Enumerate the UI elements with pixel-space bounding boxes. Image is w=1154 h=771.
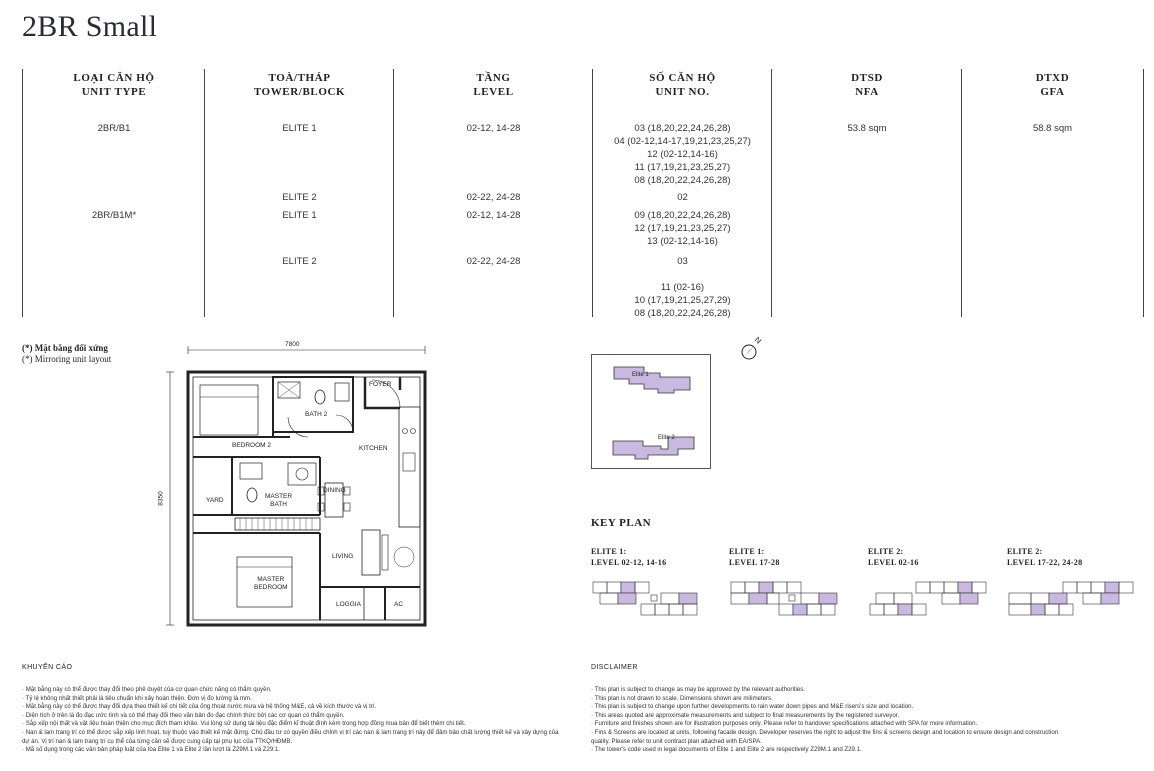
disclaimer-item: · Mặt bằng này có thể được thay đổi theo phê duyệt của cơ quan chức năng có thẩm quyền. [22,686,567,695]
tower-cell: ELITE 2 [282,192,317,203]
key-plan-diagram [591,580,711,625]
unit-no: 03 (18,20,22,24,26,28) [634,123,731,134]
unit-no: 11 (02-16) [660,282,705,293]
unit-no: 08 (18,20,22,24,26,28) [634,175,731,186]
room-label-line: BATH [270,501,287,508]
site-label-elite-1: Elite 1 [632,372,649,378]
site-plan [591,354,711,469]
key-plan-tower: ELITE 2: [868,547,904,556]
column-unit-type [22,69,205,317]
header-unit-type [23,69,205,99]
unit-type-cell: 2BR/B1 [97,123,131,134]
key-plan-title: KEY PLAN [591,517,652,529]
key-plan-tower: ELITE 1: [729,547,765,556]
room-yard: YARD [206,497,224,504]
disclaimer-item: · The tower's code used in legal documents of Elite 1 and Elite 2 are respectively Z29M.1 and Z29.1. [591,746,1061,755]
room-label-line: MASTER [257,576,285,583]
key-plan-level: LEVEL 17-22, 24-28 [1007,558,1083,567]
unit-no-group [593,191,772,204]
disclaimer-vi-title: KHUYẾN CÁO [22,664,73,671]
key-plan-level: LEVEL 02-12, 14-16 [591,558,667,567]
disclaimer-item: · This plan is subject to change upon further developments to rain water down pipes and M&E risers's size and location. [591,703,1061,712]
room-label-line: BEDROOM [254,584,288,591]
room-loggia: LOGGIA [336,601,361,608]
header-vi: SỐ CĂN HỘ [649,72,716,84]
key-plan-panel [729,546,869,630]
disclaimer-item: · Diện tích ở trên là đo đạc ước tính và có thể thay đổi theo văn bản đo đạc chính thức bởi các cơ quan có thẩm quyền. [22,712,567,721]
disclaimer-item: · This plan is subject to change as may be approved by the relevant authorities. [591,686,1061,695]
header-vi: DTXD [1035,72,1070,84]
header-en: UNIT TYPE [81,86,147,98]
disclaimer-item: · Tỷ lệ không nhất thiết phải là tiêu chuẩn khi xây hoàn thiện. Đơn vị đo lường là mm. [22,695,567,704]
gfa-cell: 58.8 sqm [1032,123,1073,134]
room-label-line: MASTER [265,493,293,500]
unit-no: 08 (18,20,22,24,26,28) [634,308,731,319]
header-tower [205,69,394,99]
unit-no-group [593,255,772,320]
nfa-cell: 53.8 sqm [847,123,887,134]
disclaimer-item: · Mã số dụng trong các văn bản pháp luật của tòa Elite 1 và Elite 2 lần lượt là Z29M.1 và Z29.1. [22,746,567,755]
key-plan-panel [591,546,731,630]
header-vi: LOẠI CĂN HỘ [73,72,155,84]
key-plan-level: LEVEL 17-28 [729,558,780,567]
disclaimer-vi-list [22,686,567,755]
room-master-bedroom [254,576,288,592]
unit-no: 04 (02-12,14-17,19,21,23,25,27) [614,136,751,147]
room-ac: AC [394,601,404,608]
column-unit-no [592,69,772,317]
header-gfa [962,69,1143,99]
tower-cell: ELITE 1 [282,123,317,134]
unit-no: 02 [677,192,688,203]
column-gfa [961,69,1144,317]
disclaimer-item: · Fins & Screens are located at units, following facade design. Developer reserves the right to adjust the fins & screens design and location to ensure design and construction quality. Please refer to unit contract plan attached with EA/SPA. [591,729,1061,746]
level-cell: 02-22, 24-28 [466,256,521,267]
site-label-elite-2: Elite 2 [658,435,675,441]
tower-cell: ELITE 1 [282,210,317,221]
room-living: LIVING [332,553,354,560]
mirror-note [22,343,111,365]
level-cell: 02-22, 24-28 [466,192,521,203]
header-en: GFA [1040,86,1065,98]
key-plan-tower: ELITE 1: [591,547,627,556]
header-en: LEVEL [473,86,514,98]
unit-type-cell: 2BR/B1M* [91,210,137,221]
unit-no: 12 (02-12,14-16) [647,149,718,160]
key-plan-panel [1007,546,1147,630]
page-title: 2BR Small [22,10,158,43]
unit-no: 12 (17,19,21,23,25,27) [634,223,731,234]
mirror-note-en: (*) Mirroring unit layout [22,354,112,364]
disclaimer-item: · Nan & lam trang trí có thể được sắp xếp linh hoạt, tuỳ thuộc vào thiết kế mặt đứng. Chủ đầu tư có quyền điều chỉnh vị trí các nan & lam trang trí này để đảm bảo chất lượng thiết kế và xây dựng của dự án. Vị trí nan & lam trang trí cụ thể của từng căn sẽ được cung cấp tại phụ lục của TTKQ/HĐMB. [22,729,567,746]
room-dining: DINING [323,487,346,494]
level-cell: 02-12, 14-28 [466,123,521,134]
height-dimension: 8350 [157,491,165,506]
disclaimer-en-title: DISCLAIMER [591,664,638,671]
unit-no: 13 (02-12,14-16) [647,236,718,247]
width-dimension: 7800 [285,341,300,348]
header-unit-no [593,69,772,99]
key-plan-diagram [868,580,988,625]
header-vi: TOÀ/THÁP [268,72,331,84]
unit-no-group [593,209,772,248]
header-en: UNIT NO. [655,86,710,98]
key-plan-diagram [729,580,849,625]
column-nfa [771,69,962,317]
tower-cell: ELITE 2 [282,256,317,267]
disclaimer-item: · Furniture and finishes shown are for illustration purposes only. Please refer to handover specifications attached with SPA for more information. [591,720,1061,729]
header-en: TOWER/BLOCK [253,86,346,98]
header-level [394,69,593,99]
floor-plan-drawing [157,335,435,630]
header-vi: TẦNG [476,72,511,84]
disclaimer-en-list [591,686,1061,755]
column-tower [204,69,394,317]
room-bedroom-2: BEDROOM 2 [232,442,272,449]
spacer [593,268,772,281]
column-level [393,69,593,317]
unit-no: 10 (17,19,21,25,27,29) [634,295,731,306]
room-bath-2: BATH 2 [305,411,328,418]
level-cell: 02-12, 14-28 [466,210,521,221]
room-master-bath [265,493,292,509]
room-foyer: FOYER [369,381,392,388]
header-nfa [772,69,962,99]
disclaimer-item: · Sắp xếp nội thất và vật liệu hoàn thiện cho mục đích tham khảo. Vui lòng sử dụng tài liệu đặc điểm kĩ thuật đính kèm trong hợp đồng mua bán để biết thêm chi tiết. [22,720,567,729]
key-plan-level: LEVEL 02-16 [868,558,919,567]
floor-plan [157,335,435,630]
unit-spec-table [22,69,1144,317]
disclaimer-item: · This areas quoted are approximate measurements and subject to final measurements by the registered surveyor. [591,712,1061,721]
mirror-note-vi: (*) Mặt bằng đối xứng [22,343,108,353]
header-en: NFA [855,86,879,98]
disclaimer-item: · Mặt bằng này có thể được thay đổi dựa theo thiết kế chi tiết của ống thoát nước mưa và hệ thống M&E, cả về kích thước và vị trí. [22,703,567,712]
compass-icon [740,337,766,361]
compass-north-label: N [752,335,763,346]
unit-no: 09 (18,20,22,24,26,28) [634,210,731,221]
disclaimer-item: · This plan is not drawn to scale. Dimensions shown are milimeters. [591,695,1061,704]
header-vi: DTSD [851,72,883,84]
room-kitchen: KITCHEN [359,445,388,452]
unit-no-group [593,122,772,187]
key-plan-diagram [1007,580,1137,625]
unit-no: 11 (17,19,21,23,25,27) [634,162,731,173]
unit-no: 03 [677,256,688,267]
key-plan-panel [868,546,1008,630]
key-plan-tower: ELITE 2: [1007,547,1043,556]
